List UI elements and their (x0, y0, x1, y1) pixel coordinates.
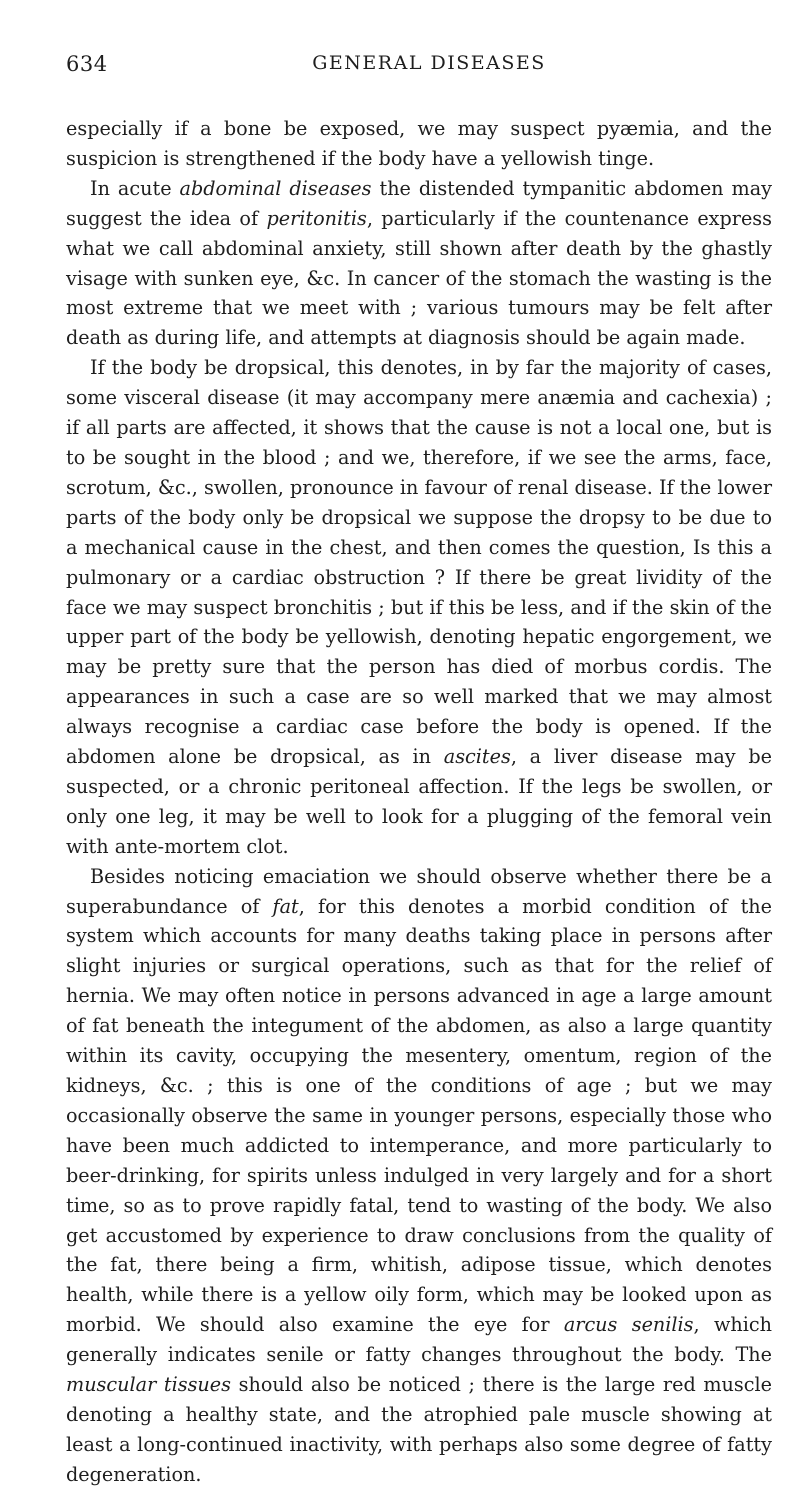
paragraph-text: If the body be dropsical, this denotes, in by far the majority of cases, some visceral disease (it may accompany mere anæmia and cachexia) ; if all parts are affected, it shows that the cause is not a local one, but is to be sought in the blood ; and we, therefore, if we see the arms, face, scrotum, &c., swollen, pronounce in favour of renal disease. If the lower parts of the body only be dropsical we suppose the dropsy to be due to a mechanical cause in the chest, and then comes the question, Is this a pulmonary or a cardiac obstruction ? If there be great lividity of the face we may suspect bronchitis ; but if this be less, and if the skin of the upper part of the body be yellowish, denoting hepatic engorgement, we may be pretty sure that the person has died of morbus cordis. The appearances in such a case are so well marked that we may almost always recognise a cardiac case before the body is opened. If the abdomen alone be dropsical, as in (66, 356, 772, 769)
italic-term-fat: fat (272, 894, 299, 918)
page-number: 634 (66, 52, 108, 76)
italic-term-peritonitis: peritonitis (266, 206, 367, 230)
paragraph-text: , a liver disease may be suspected, or a chronic peritoneal affection. If the legs be swollen, or only one leg, it may be well to look for a plugging of the femoral vein with ante-mortem clot. (66, 745, 772, 858)
paragraph-text: should also be noticed ; there is the large red muscle denoting a healthy state, and the atrophied pale muscle showing at least a long-continued inactivity, with perhaps also some degree of fatty degeneration. (66, 1373, 773, 1486)
paragraph-1 (66, 114, 772, 174)
book-page (66, 0, 772, 1490)
paragraph-text: , particularly if the countenance express what we call abdominal anxiety, still shown after death by the ghastly visage with sunken eye, &c. In cancer of the stomach the wasting is the most extreme that we meet with ; various tumours may be felt after death as during life, and attempts at diagnosis should be again made. (66, 206, 773, 350)
paragraph-dropsy (66, 353, 772, 861)
running-title: GENERAL DISEASES (312, 52, 546, 74)
paragraph-text: especially if a bone be exposed, we may suspect pyæmia, and the suspicion is strengthened if the body have a yellowish tinge. (66, 117, 772, 170)
body-text (66, 114, 772, 1490)
running-head (66, 52, 772, 92)
italic-term-muscular-tissues: muscular tissues (66, 1373, 231, 1397)
paragraph-fat (66, 862, 772, 1490)
italic-term-ascites: ascites (443, 745, 511, 769)
paragraph-abdominal-diseases (66, 174, 772, 353)
italic-term-abdominal-diseases: abdominal diseases (179, 176, 372, 200)
paragraph-text: , for this denotes a morbid condition of the system which accounts for many deaths taking place in persons after slight injuries or surgical operations, such as that for the relief of hernia. We may often notice in persons advanced in age a large amount of fat beneath the integument of the abdomen, as also a large quantity within its cavity, occupying the mesentery, omentum, region of the kidneys, &c. ; this is one of the conditions of age ; but we may occasionally observe the same in younger persons, especially those who have been much addicted to intemperance, and more particularly to beer-drinking, for spirits unless indulged in very largely and for a short time, so as to prove rapidly fatal, tend to wasting of the body. We also get accustomed by experience to draw conclusions from the quality of the fat, there being a firm, whitish, adipose tissue, which denotes health, while there is a yellow oily form, which may be looked upon as morbid. We should also examine the eye for (66, 894, 773, 1337)
paragraph-text: the distended tympanitic abdomen may suggest the idea of (66, 176, 772, 230)
paragraph-text: , which generally indicates senile or fatty changes throughout the body. The (66, 1313, 772, 1367)
italic-term-arcus-senilis: arcus senilis (563, 1313, 694, 1337)
paragraph-text: Besides noticing emaciation we should observe whether there be a superabundance of (66, 864, 772, 918)
paragraph-text: In acute (90, 176, 180, 200)
